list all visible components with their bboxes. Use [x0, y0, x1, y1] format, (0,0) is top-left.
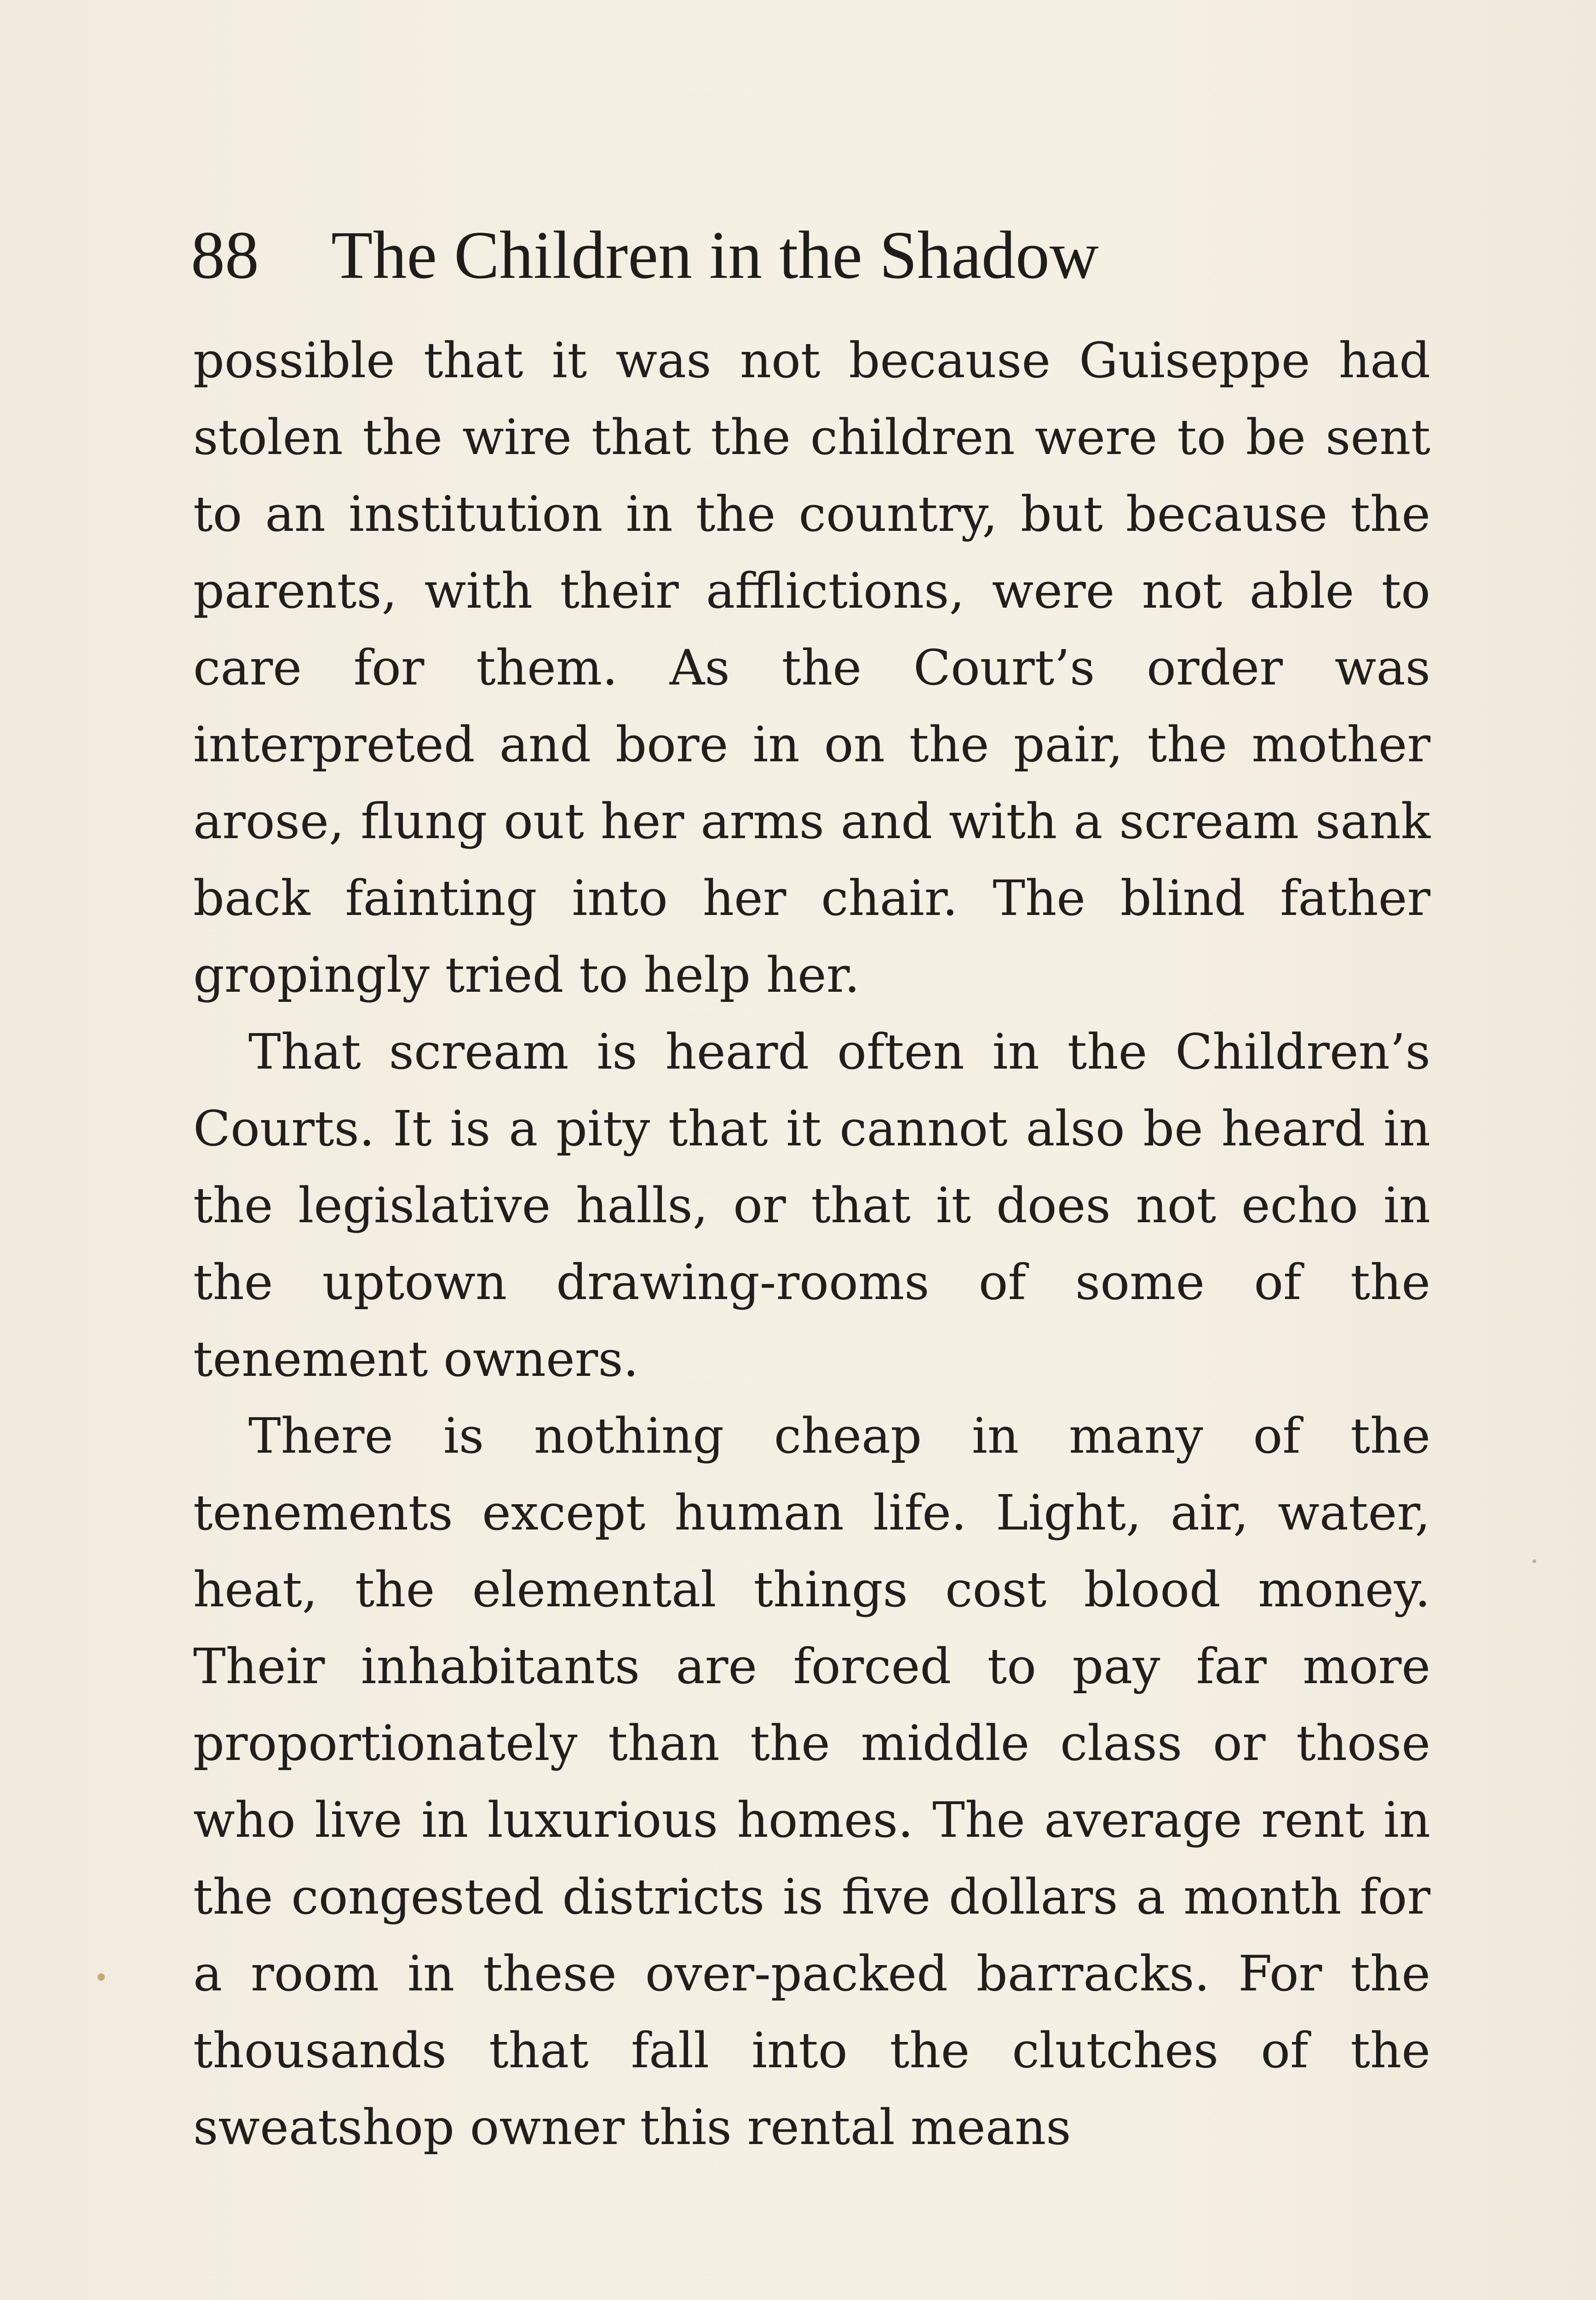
paragraph-2: That scream is heard often in the Children’s Courts. It is a pity that it cannot also be heard in the legislative halls, or that it does not echo in the uptown drawing-rooms of some of the tenement owners. — [193, 1024, 1430, 1387]
paragraph-1: possible that it was not because Guiseppe had stolen the wire that the children were to be sent to an institution in the country, but because the parents, with their afflictions, were not able to care for them. As the Court’s order was interpreted and bore in on the pair, the mother arose, flung out her arms and with a scream sank back fainting into her chair. The blind father gropingly tried to help her. — [193, 332, 1430, 1003]
paragraph-3: There is nothing cheap in many of the tenements except human life. Light, air, water, heat, the elemental things cost blood money. Their inhabitants are forced to pay far more proportionately than the middle class or those who live in luxurious homes. The average rent in the congested districts is five dollars a month for a room in these over-packed barracks. For the thousands that fall into the clutches of the sweatshop owner this rental means — [193, 1408, 1430, 2156]
paper-speck — [1533, 1559, 1536, 1563]
page-header — [191, 209, 1433, 301]
running-title: The Children in the Shadow — [331, 218, 1099, 293]
paper-speck — [98, 1973, 105, 1981]
page-number: 88 — [191, 218, 259, 293]
body-text — [193, 322, 1430, 2166]
